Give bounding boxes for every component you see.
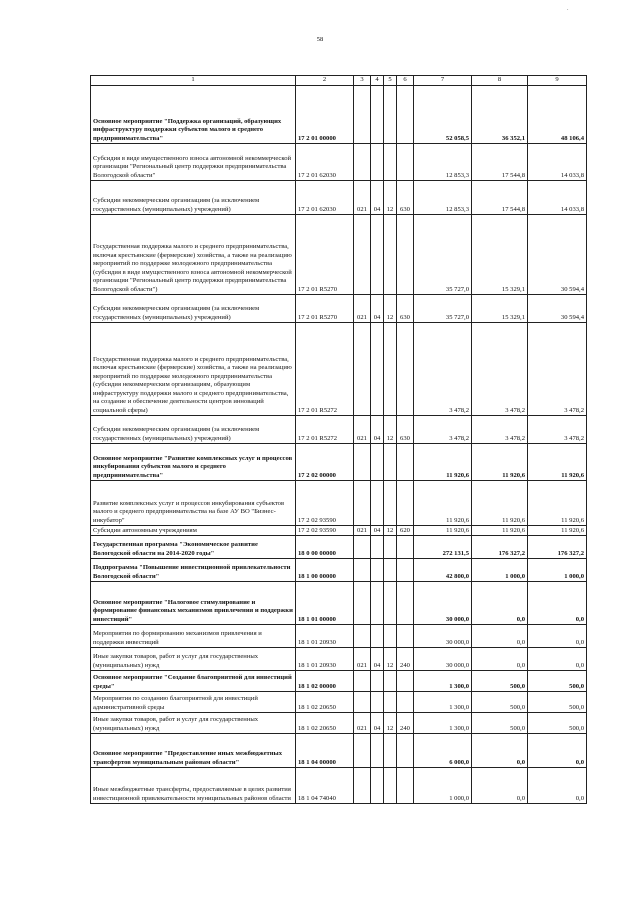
- cell-c3: [354, 734, 371, 768]
- cell-c4: [371, 625, 384, 648]
- cell-c4: 04: [371, 526, 384, 536]
- table-body: [91, 86, 587, 804]
- cell-c6: [397, 559, 414, 582]
- cell-c6: [397, 692, 414, 713]
- cell-c5: [384, 536, 397, 559]
- cell-c9: 3 478,2: [528, 416, 587, 444]
- cell-c6: 240: [397, 648, 414, 671]
- cell-c5: 12: [384, 713, 397, 734]
- column-header: 6: [397, 76, 414, 86]
- cell-c5: [384, 323, 397, 416]
- cell-code: 18 1 01 20930: [296, 648, 354, 671]
- cell-name: Мероприятия по созданию благоприятной для инвестиций административной среды: [91, 692, 296, 713]
- column-header: 7: [414, 76, 472, 86]
- table-row: [91, 734, 587, 768]
- cell-c8: 0,0: [472, 734, 528, 768]
- column-header: 9: [528, 76, 587, 86]
- cell-c9: 0,0: [528, 768, 587, 804]
- cell-c7: 6 000,0: [414, 734, 472, 768]
- cell-name: Субсидии автономным учреждениям: [91, 526, 296, 536]
- cell-c4: [371, 768, 384, 804]
- cell-c5: 12: [384, 526, 397, 536]
- cell-c8: 500,0: [472, 713, 528, 734]
- cell-code: 18 1 02 00000: [296, 671, 354, 692]
- column-header: 5: [384, 76, 397, 86]
- cell-c3: [354, 215, 371, 295]
- cell-c4: [371, 559, 384, 582]
- cell-c9: 3 478,2: [528, 323, 587, 416]
- cell-code: 17 2 02 93590: [296, 481, 354, 526]
- cell-c6: 630: [397, 416, 414, 444]
- cell-c6: [397, 625, 414, 648]
- table-row: [91, 215, 587, 295]
- cell-c7: 11 920,6: [414, 526, 472, 536]
- column-header: 1: [91, 76, 296, 86]
- cell-c8: 15 329,1: [472, 215, 528, 295]
- cell-c4: 04: [371, 648, 384, 671]
- cell-c8: 17 544,8: [472, 144, 528, 181]
- cell-code: 17 2 02 00000: [296, 444, 354, 481]
- cell-c5: [384, 144, 397, 181]
- cell-c9: 0,0: [528, 734, 587, 768]
- cell-c4: 04: [371, 295, 384, 323]
- table-row: [91, 625, 587, 648]
- cell-c5: 12: [384, 181, 397, 215]
- cell-c4: 04: [371, 181, 384, 215]
- cell-c4: 04: [371, 416, 384, 444]
- cell-c5: [384, 86, 397, 144]
- cell-name: Государственная поддержка малого и среднего предпринимательства, включая крестьянские (фермерские) хозяйства, а также на реализацию мероприятий по поддержке молодежного предпринимательства (субсидия некоммерческим организациям, образующим инфраструктуру поддержки малого и среднего предпринимательства, на создание и обеспечение деятельности центров инноваций социальной сферы): [91, 323, 296, 416]
- table-row: [91, 692, 587, 713]
- cell-c4: [371, 692, 384, 713]
- cell-c5: 12: [384, 416, 397, 444]
- cell-c6: 630: [397, 181, 414, 215]
- cell-c5: [384, 625, 397, 648]
- cell-c7: 12 853,3: [414, 144, 472, 181]
- cell-c6: [397, 536, 414, 559]
- cell-c9: 500,0: [528, 713, 587, 734]
- cell-c7: 1 300,0: [414, 671, 472, 692]
- column-header: 4: [371, 76, 384, 86]
- cell-name: Иные закупки товаров, работ и услуг для государственных (муниципальных) нужд: [91, 713, 296, 734]
- cell-c3: 021: [354, 295, 371, 323]
- cell-c4: [371, 444, 384, 481]
- cell-name: Иные закупки товаров, работ и услуг для государственных (муниципальных) нужд: [91, 648, 296, 671]
- cell-c6: [397, 768, 414, 804]
- cell-c9: 500,0: [528, 692, 587, 713]
- table-row: [91, 86, 587, 144]
- budget-table: [90, 75, 587, 804]
- cell-c5: [384, 559, 397, 582]
- table-row: [91, 481, 587, 526]
- table-row: [91, 536, 587, 559]
- cell-name: Субсидия в виде имущественного взноса автономной некоммерческой организации "Региональный центр поддержки предпринимательства Вологодской области": [91, 144, 296, 181]
- cell-c3: [354, 671, 371, 692]
- cell-c7: 35 727,0: [414, 215, 472, 295]
- cell-c9: 11 920,6: [528, 526, 587, 536]
- cell-c8: 500,0: [472, 671, 528, 692]
- cell-code: 17 2 02 93590: [296, 526, 354, 536]
- cell-code: 17 2 01 00000: [296, 86, 354, 144]
- cell-c4: [371, 734, 384, 768]
- cell-c7: 1 000,0: [414, 768, 472, 804]
- cell-c6: [397, 671, 414, 692]
- cell-name: Подпрограмма "Повышение инвестиционной привлекательности Вологодской области": [91, 559, 296, 582]
- cell-c5: [384, 582, 397, 625]
- cell-c5: [384, 768, 397, 804]
- cell-c6: [397, 734, 414, 768]
- cell-name: Субсидии некоммерческим организациям (за исключением государственных (муниципальных) учреждений): [91, 181, 296, 215]
- page-number: 58: [316, 36, 324, 43]
- cell-c5: [384, 734, 397, 768]
- cell-c3: 021: [354, 526, 371, 536]
- cell-c3: [354, 559, 371, 582]
- cell-name: Мероприятия по формированию механизмов привлечения и поддержки инвестиций: [91, 625, 296, 648]
- cell-c9: 500,0: [528, 671, 587, 692]
- cell-c8: 176 327,2: [472, 536, 528, 559]
- cell-c8: 0,0: [472, 625, 528, 648]
- cell-c9: 0,0: [528, 648, 587, 671]
- cell-c4: [371, 215, 384, 295]
- cell-name: Государственная поддержка малого и среднего предпринимательства, включая крестьянские (фермерские) хозяйства, а также на реализацию мероприятий по поддержке молодежного предпринимательства (субсидия в виде имущественного взноса автономной некоммерческой организации "Региональный центр поддержки предпринимательства Вологодской области"): [91, 215, 296, 295]
- cell-c7: 1 300,0: [414, 713, 472, 734]
- cell-c4: [371, 481, 384, 526]
- cell-c4: [371, 144, 384, 181]
- cell-code: 18 1 01 00000: [296, 582, 354, 625]
- cell-c4: [371, 582, 384, 625]
- cell-c7: 52 058,5: [414, 86, 472, 144]
- cell-c9: 30 594,4: [528, 215, 587, 295]
- cell-name: Иные межбюджетные трансферты, предоставляемые в целях развития инвестиционной привлекательности муниципальных районов области: [91, 768, 296, 804]
- cell-c3: [354, 768, 371, 804]
- table-row: [91, 444, 587, 481]
- cell-code: 17 2 01 62030: [296, 144, 354, 181]
- cell-c9: 1 000,0: [528, 559, 587, 582]
- cell-c7: 30 000,0: [414, 625, 472, 648]
- cell-c3: 021: [354, 713, 371, 734]
- scan-mark: .: [567, 6, 569, 12]
- table-row: [91, 559, 587, 582]
- cell-c7: 272 131,5: [414, 536, 472, 559]
- cell-c5: [384, 671, 397, 692]
- cell-name: Основное мероприятие "Предоставление иных межбюджетных трансфертов муниципальным районам области": [91, 734, 296, 768]
- cell-c4: [371, 536, 384, 559]
- table-row: [91, 181, 587, 215]
- cell-c7: 3 478,2: [414, 416, 472, 444]
- cell-c9: 14 033,8: [528, 181, 587, 215]
- cell-c9: 48 106,4: [528, 86, 587, 144]
- cell-c6: [397, 144, 414, 181]
- cell-c8: 15 329,1: [472, 295, 528, 323]
- cell-code: 17 2 01 R5272: [296, 323, 354, 416]
- table-row: [91, 648, 587, 671]
- cell-c5: [384, 481, 397, 526]
- cell-c3: [354, 481, 371, 526]
- cell-c3: [354, 692, 371, 713]
- cell-c6: [397, 86, 414, 144]
- cell-c9: 11 920,6: [528, 481, 587, 526]
- cell-c7: 30 000,0: [414, 582, 472, 625]
- table-row: [91, 671, 587, 692]
- cell-code: 18 1 02 20650: [296, 692, 354, 713]
- table-row: [91, 713, 587, 734]
- table-row: [91, 144, 587, 181]
- cell-c7: 1 300,0: [414, 692, 472, 713]
- cell-c4: 04: [371, 713, 384, 734]
- table-row: [91, 582, 587, 625]
- cell-name: Основное мероприятие "Создание благоприятной для инвестиций среды": [91, 671, 296, 692]
- cell-c7: 11 920,6: [414, 481, 472, 526]
- cell-c7: 12 853,3: [414, 181, 472, 215]
- cell-c9: 0,0: [528, 625, 587, 648]
- cell-c9: 30 594,4: [528, 295, 587, 323]
- cell-c8: 17 544,8: [472, 181, 528, 215]
- cell-name: Государственная программа "Экономическое развитие Вологодской области на 2014-2020 годы": [91, 536, 296, 559]
- cell-name: Основное мероприятие "Налоговое стимулирование и формирование финансовых механизмов привлечения и поддержки инвестиций": [91, 582, 296, 625]
- cell-c5: 12: [384, 295, 397, 323]
- cell-c3: [354, 144, 371, 181]
- cell-code: 18 1 02 20650: [296, 713, 354, 734]
- table-row: [91, 416, 587, 444]
- cell-c4: [371, 86, 384, 144]
- cell-c3: 021: [354, 181, 371, 215]
- cell-c8: 11 920,6: [472, 444, 528, 481]
- cell-c6: 630: [397, 295, 414, 323]
- cell-c4: [371, 323, 384, 416]
- cell-c8: 3 478,2: [472, 323, 528, 416]
- cell-name: Субсидии некоммерческим организациям (за исключением государственных (муниципальных) учреждений): [91, 295, 296, 323]
- cell-c7: 42 800,0: [414, 559, 472, 582]
- cell-c5: [384, 215, 397, 295]
- cell-c8: 11 920,6: [472, 481, 528, 526]
- cell-c5: 12: [384, 648, 397, 671]
- cell-c9: 0,0: [528, 582, 587, 625]
- cell-c6: [397, 444, 414, 481]
- cell-c3: [354, 86, 371, 144]
- cell-c8: 36 352,1: [472, 86, 528, 144]
- cell-c7: 3 478,2: [414, 323, 472, 416]
- cell-c7: 35 727,0: [414, 295, 472, 323]
- header-row: [91, 76, 587, 86]
- cell-c8: 500,0: [472, 692, 528, 713]
- cell-code: 17 2 01 R5270: [296, 295, 354, 323]
- cell-code: 17 2 01 62030: [296, 181, 354, 215]
- cell-c4: [371, 671, 384, 692]
- cell-name: Основное мероприятие "Поддержка организаций, образующих инфраструктуру поддержки субъектов малого и среднего предпринимательства": [91, 86, 296, 144]
- cell-c3: 021: [354, 416, 371, 444]
- cell-c8: 0,0: [472, 768, 528, 804]
- cell-name: Основное мероприятие "Развитие комплексных услуг и процессов инкубирования субъектов малого и среднего предпринимательства": [91, 444, 296, 481]
- cell-c6: [397, 481, 414, 526]
- cell-c6: [397, 323, 414, 416]
- cell-c3: [354, 444, 371, 481]
- cell-c9: 11 920,6: [528, 444, 587, 481]
- cell-c6: [397, 215, 414, 295]
- cell-code: 18 1 04 00000: [296, 734, 354, 768]
- column-header: 2: [296, 76, 354, 86]
- cell-c8: 11 920,6: [472, 526, 528, 536]
- cell-code: 18 1 00 00000: [296, 559, 354, 582]
- column-header: 8: [472, 76, 528, 86]
- cell-c3: [354, 582, 371, 625]
- cell-code: 18 1 04 74040: [296, 768, 354, 804]
- cell-c7: 30 000,0: [414, 648, 472, 671]
- cell-c8: 1 000,0: [472, 559, 528, 582]
- column-header: 3: [354, 76, 371, 86]
- cell-c8: 0,0: [472, 582, 528, 625]
- table-row: [91, 295, 587, 323]
- cell-c3: 021: [354, 648, 371, 671]
- cell-c6: 240: [397, 713, 414, 734]
- cell-c5: [384, 692, 397, 713]
- cell-c3: [354, 625, 371, 648]
- cell-c6: [397, 582, 414, 625]
- cell-c9: 14 033,8: [528, 144, 587, 181]
- table-row: [91, 768, 587, 804]
- cell-c7: 11 920,6: [414, 444, 472, 481]
- cell-c3: [354, 323, 371, 416]
- cell-c8: 0,0: [472, 648, 528, 671]
- cell-code: 17 2 01 R5270: [296, 215, 354, 295]
- cell-c3: [354, 536, 371, 559]
- cell-c5: [384, 444, 397, 481]
- cell-c9: 176 327,2: [528, 536, 587, 559]
- cell-code: 18 0 00 00000: [296, 536, 354, 559]
- cell-name: Субсидии некоммерческим организациям (за исключением государственных (муниципальных) учреждений): [91, 416, 296, 444]
- cell-code: 18 1 01 20930: [296, 625, 354, 648]
- table-row: [91, 323, 587, 416]
- table-row: [91, 526, 587, 536]
- cell-name: Развитие комплексных услуг и процессов инкубирования субъектов малого и среднего предпринимательства на базе АУ ВО "Бизнес-инкубатор": [91, 481, 296, 526]
- cell-c6: 620: [397, 526, 414, 536]
- cell-code: 17 2 01 R5272: [296, 416, 354, 444]
- cell-c8: 3 478,2: [472, 416, 528, 444]
